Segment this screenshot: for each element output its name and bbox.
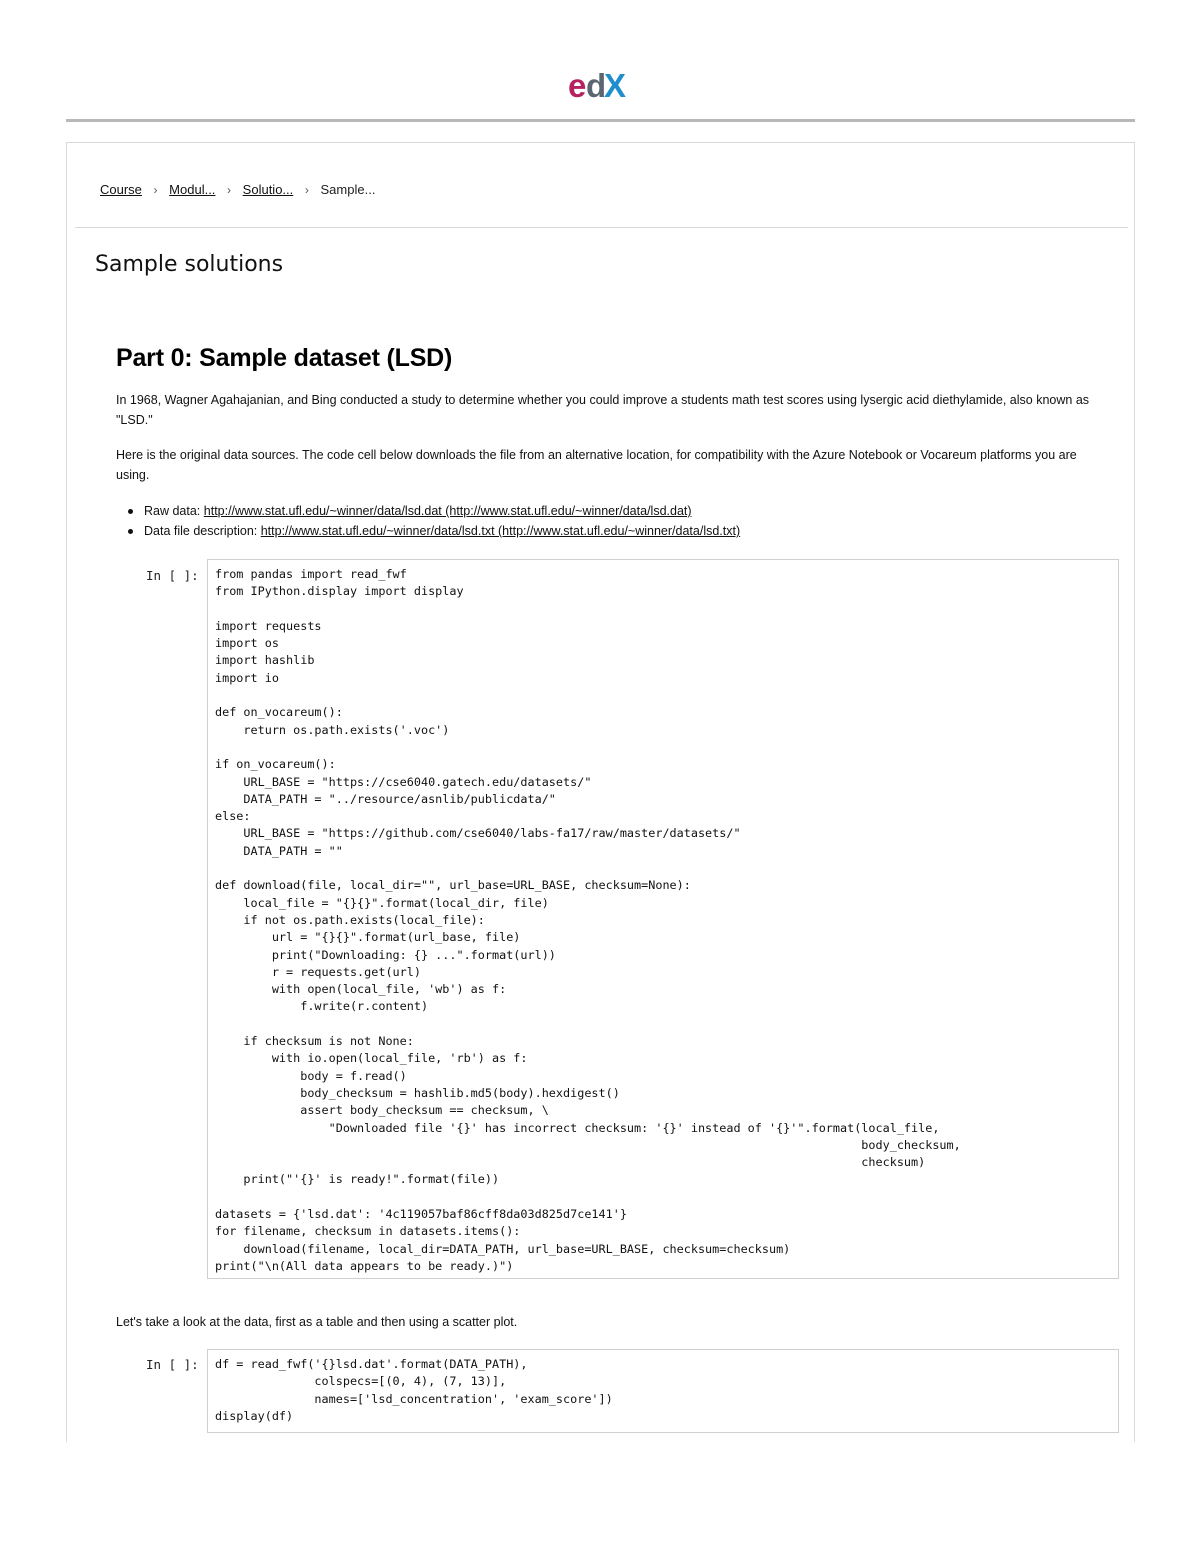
body-paragraph: Let's take a look at the data, first as a table and then using a scatter plot.: [116, 1315, 518, 1329]
logo-letter-d: d: [586, 67, 607, 104]
page-title: Sample solutions: [95, 252, 284, 277]
sources-paragraph: Here is the original data sources. The code cell below downloads the file from an alternative location, for compatibility with the Azure Notebook or Vocareum platforms you are using.: [116, 448, 1077, 482]
code-block[interactable]: df = read_fwf('{}lsd.dat'.format(DATA_PATH), colspecs=[(0, 4), (7, 13)], names=['lsd_concentration', 'exam_score']) display(df): [215, 1357, 613, 1423]
list-item: [116, 521, 740, 541]
cell-prompt: In [ ]:: [146, 1357, 199, 1372]
breadcrumb: [100, 182, 375, 197]
source-links: [116, 501, 740, 541]
code-cell[interactable]: [207, 559, 1119, 1279]
code-block[interactable]: from pandas import read_fwf from IPython.display import display import requests import os import hashlib import io def on_vocareum(): return os.path.exists('.voc') if on_vocareum(): URL_BASE = "https://cse6040.gatech.edu/datasets/" DATA_PATH = "../resource/asnlib/publicdata/" else: URL_BASE = "https://github.com/cse6040/labs-fa17/raw/master/datasets/" DATA_PATH = "" def download(file, local_dir="", url_base=URL_BASE, checksum=None): local_file = "{}{}".format(local_dir, file) if not os.path.exists(local_file): url = "{}{}".format(url_base, file) print("Downloading: {} ...".format(url)) r = requests.get(url) with open(local_file, 'wb') as f: f.write(r.content) if checksum is not None: with io.open(local_file, 'rb') as f: body = f.read() body_checksum = hashlib.md5(body).hexdigest() assert body_checksum == checksum, \ "Downloaded file '{}' has incorrect checksum: '{}' instead of '{}'".format(local_file, body_checksum, checksum) print("'{}' is ready!".format(file)) datasets = {'lsd.dat': '4c119057baf86cff8da03d825d7ce141'} for filename, checksum in datasets.items(): download(filename, local_dir=DATA_PATH, url_base=URL_BASE, checksum=checksum) print("\n(All data appears to be ready.)"): [215, 567, 961, 1273]
code-cell[interactable]: [207, 1349, 1119, 1433]
chevron-right-icon: ›: [153, 183, 158, 197]
breadcrumb-solutions[interactable]: Solutio...: [242, 182, 294, 197]
chevron-right-icon: ›: [304, 183, 309, 197]
breadcrumb-divider: [75, 227, 1128, 228]
cell-prompt: In [ ]:: [146, 568, 199, 583]
intro-paragraph: In 1968, Wagner Agahajanian, and Bing conducted a study to determine whether you could improve a students math test scores using lysergic acid diethylamide, also known as "LSD.": [116, 393, 1090, 427]
list-item: [116, 501, 740, 521]
breadcrumb-current: Sample...: [320, 182, 376, 197]
link-label: Data file description:: [144, 524, 261, 538]
breadcrumb-module[interactable]: Modul...: [169, 182, 216, 197]
data-description-link[interactable]: http://www.stat.ufl.edu/~winner/data/lsd.txt (http://www.stat.ufl.edu/~winner/data/lsd.txt): [260, 524, 741, 538]
chevron-right-icon: ›: [227, 183, 232, 197]
notebook-content: [116, 344, 1106, 538]
breadcrumb-course[interactable]: Course: [100, 182, 142, 197]
section-title: Part 0: Sample dataset (LSD): [116, 344, 453, 372]
logo-letter-e: e: [568, 67, 587, 104]
logo-letter-x: X: [604, 67, 627, 104]
link-label: Raw data:: [144, 504, 204, 518]
edx-logo[interactable]: [568, 66, 634, 104]
header-divider: [66, 119, 1135, 122]
raw-data-link[interactable]: http://www.stat.ufl.edu/~winner/data/lsd.dat (http://www.stat.ufl.edu/~winner/data/lsd.dat): [203, 504, 692, 518]
